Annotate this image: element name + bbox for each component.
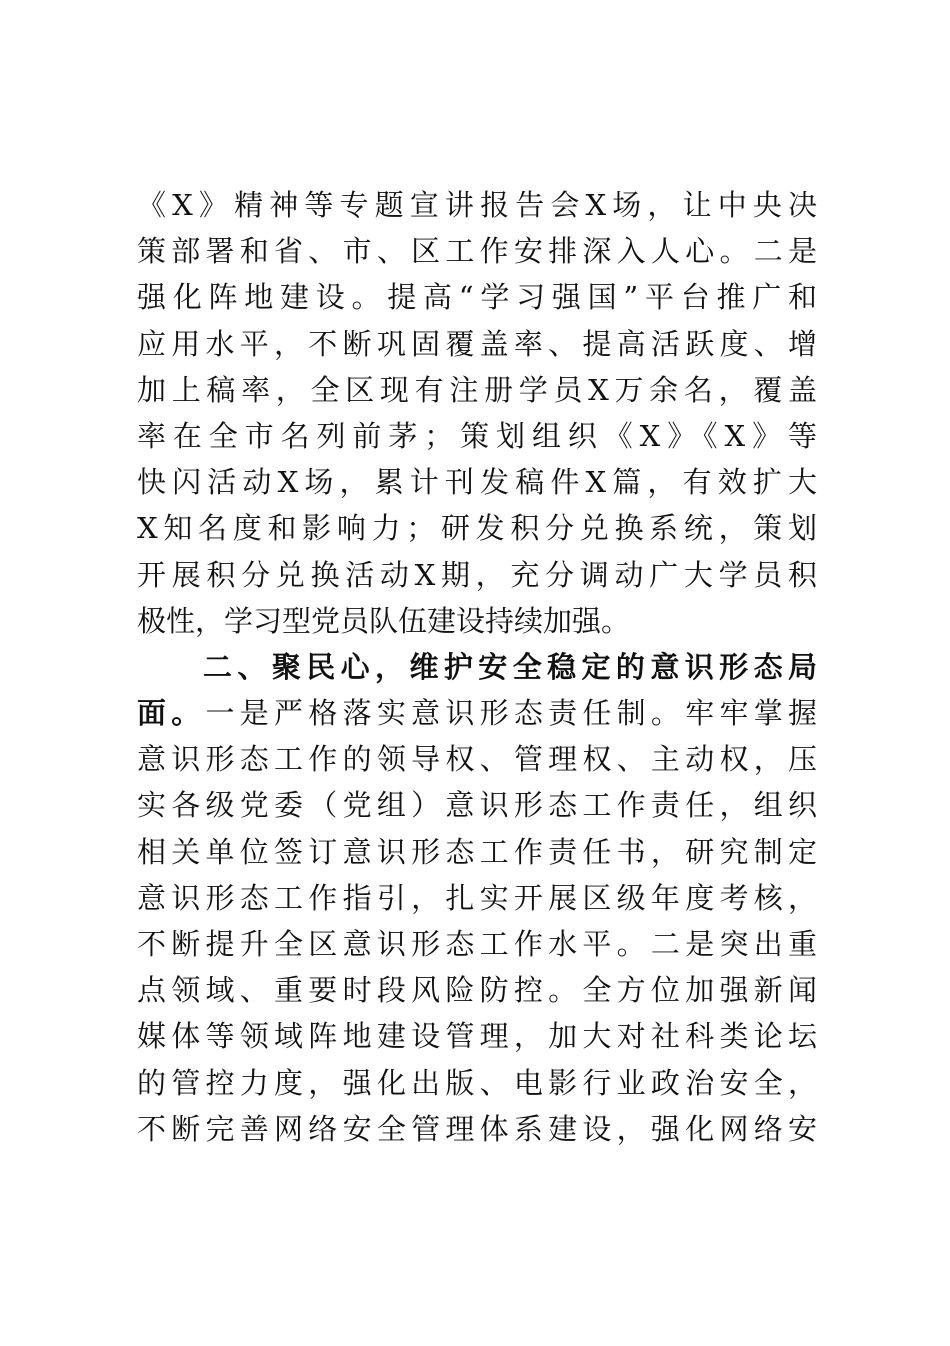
text-line: 策部署和省、市、区工作安排深入人心。二是 [137,234,817,269]
text-line-mixed [137,690,817,736]
text-line: 快闪活动X场，累计刊发稿件X篇，有效扩大 [137,465,817,500]
text-line: 《X》精神等专题宣讲报告会X场，让中央决 [137,188,817,222]
text-line: 实各级党委（党组）意识形态工作责任，组织 [137,788,817,823]
text-line: X知名度和影响力；研发积分兑换系统，策划 [137,511,817,546]
text-line: 意识形态工作指引，扎实开展区级年度考核， [137,880,817,915]
text-line: 不断提升全区意识形态工作水平。二是突出重 [137,927,817,961]
text-line: 加上稿率，全区现有注册学员X万余名，覆盖 [137,372,817,407]
text-line: 强化阵地建设。提高“学习强国”平台推广和 [137,280,817,315]
text-line: 的管控力度，强化出版、电影行业政治安全， [137,1065,817,1100]
text-line: 意识形态工作的领导权、管理权、主动权，压 [137,742,817,777]
text-line: 开展积分兑换活动X期，充分调动广大学员积 [137,557,817,592]
text-line: 媒体等领域阵地建设管理，加大对社科类论坛 [137,1019,817,1054]
text-line: 点领域、重要时段风险防控。全方位加强新闻 [137,973,817,1008]
section-heading: 二、聚民心，维护安全稳定的意识形态局 [203,649,817,684]
section-heading-end: 面。 [137,696,206,731]
text-line: 率在全市名列前茅；策划组织《X》《X》等 [137,418,817,453]
text-line: 应用水平，不断巩固覆盖率、提高活跃度、增 [137,326,817,361]
text-line: 不断完善网络安全管理体系建设，强化网络安 [137,1111,817,1146]
text-line: 极性，学习型党员队伍建设持续加强。 [137,603,631,638]
text-line: 相关单位签订意识形态工作责任书，研究制定 [137,834,817,869]
text-segment: 一是严格落实意识形态责任制。牢牢掌握 [205,696,817,731]
body-text [137,182,817,1152]
